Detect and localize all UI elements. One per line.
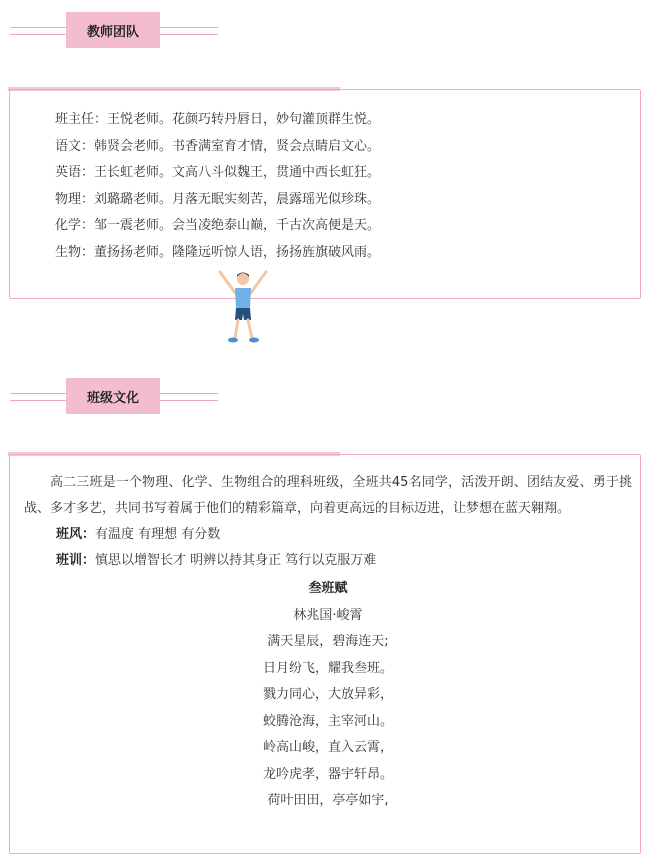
poem-line: 戮力同心，大放异彩， (262, 687, 393, 702)
poem-line: 岭高山峻，直入云霄， (262, 740, 393, 755)
poem-title: 叁班赋 (308, 581, 348, 596)
class-motto-label: 班训： (56, 553, 96, 568)
poem-line: 满天星辰，碧海连天; (267, 634, 389, 649)
class-spirit-value: 有温度 有理想 有分数 (95, 527, 221, 542)
poem-line: 日月纷飞，耀我叁班。 (262, 660, 393, 676)
poem-author: 林兆国·峻霄 (293, 607, 363, 623)
class-poem (24, 576, 632, 815)
teacher-line-english: 英语：王长虹老师。文高八斗似魏王，贯通中西长虹狂。 (55, 165, 381, 180)
teacher-line-chemistry: 化学：邹一震老师。会当凌绝泰山巅，千古次高便是天。 (55, 218, 381, 233)
teacher-line-biology: 生物：董扬扬老师。隆隆远听惊人语，扬扬旌旗破风雨。 (55, 244, 381, 260)
teacher-team-heading: 教师团队 (66, 12, 160, 48)
poem-line: 荷叶田田，亭亭如宇, (267, 793, 389, 808)
teacher-list (55, 107, 615, 266)
class-culture-heading: 班级文化 (66, 378, 160, 414)
cheering-boy-icon (212, 268, 274, 346)
teacher-line-head: 班主任：王悦老师。花颜巧转丹唇日，妙句灌顶群生悦。 (55, 112, 381, 127)
class-motto-value: 慎思以增智长才 明辨以持其身正 笃行以克服万难 (95, 553, 377, 568)
poem-line: 蛟腾沧海，主宰河山。 (262, 713, 393, 729)
class-intro: 高二三班是一个物理、化学、生物组合的理科班级，全班共45名同学，活泼开朗、团结友爱、勇于挑战、多才多艺，共同书写着属于他们的精彩篇章，向着更高远的目标迈进，让梦想在蓝天翱翔。 (24, 475, 632, 516)
teacher-team-header (10, 12, 220, 48)
class-spirit-label: 班风： (56, 527, 96, 542)
teacher-line-physics: 物理：刘璐璐老师。月落无眠实刻苦，晨露瑶光似珍珠。 (55, 191, 381, 207)
class-motto (24, 548, 632, 574)
teacher-line-chinese: 语文：韩贤会老师。书香满室育才情，贤会点睛启文心。 (55, 138, 381, 154)
class-spirit (24, 522, 632, 548)
class-culture-content (24, 470, 632, 815)
poem-line: 龙吟虎孝，器宇轩昂。 (262, 766, 393, 782)
class-culture-header (10, 378, 220, 414)
